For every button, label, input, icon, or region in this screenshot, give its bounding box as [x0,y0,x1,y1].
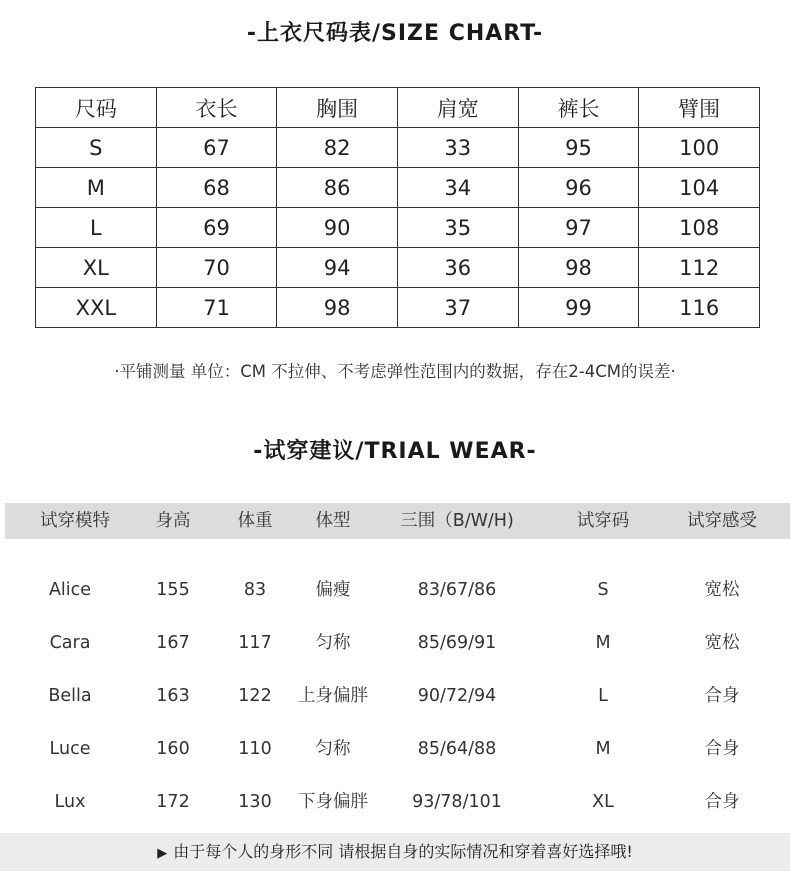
table-cell: 34 [397,168,518,208]
table-cell: 匀称 [315,633,351,653]
table-cell: 98 [277,288,398,328]
table-cell: XXL [36,288,157,328]
header-model: 试穿模特 [40,511,110,531]
table-cell: 112 [639,248,760,288]
table-cell: 69 [156,208,277,248]
table-cell: XL [36,248,157,288]
header-chest: 胸围 [277,88,398,128]
table-cell: 100 [639,128,760,168]
header-height: 身高 [155,511,191,531]
table-cell: 下身偏胖 [298,792,368,812]
model-name: Luce [49,739,91,759]
table-row [36,248,760,288]
table-cell: 36 [397,248,518,288]
table-cell: 71 [156,288,277,328]
table-cell: 130 [238,792,272,812]
header-trial-size: 试穿码 [576,511,630,531]
table-row [0,572,790,608]
table-cell: 宽松 [704,633,740,653]
table-cell: 160 [156,739,190,759]
header-measurements: 三围（B/W/H) [400,511,514,531]
footer-tip [0,833,790,871]
table-cell: 104 [639,168,760,208]
model-name: Cara [49,633,91,653]
table-cell: 90 [277,208,398,248]
header-shoulder: 肩宽 [397,88,518,128]
header-length: 衣长 [156,88,277,128]
table-cell: 合身 [704,686,740,706]
table-cell: 宽松 [704,580,740,600]
trial-wear-header-row [5,503,790,539]
header-weight: 体重 [237,511,273,531]
table-cell: 67 [156,128,277,168]
table-cell: 172 [156,792,190,812]
table-cell: 匀称 [315,739,351,759]
table-cell: 偏瘦 [315,580,351,600]
table-cell: 82 [277,128,398,168]
table-cell: XL [592,792,614,812]
size-chart-table [35,87,760,328]
header-body-type: 体型 [315,511,351,531]
model-name: Bella [48,686,92,706]
table-row [36,208,760,248]
header-size: 尺码 [36,88,157,128]
table-cell: 上身偏胖 [298,686,368,706]
table-cell: M [36,168,157,208]
table-cell: 83 [243,580,267,600]
table-cell: M [595,633,611,653]
table-cell: 90/72/94 [417,686,497,706]
footer-text: 由于每个人的身形不同 请根据自身的实际情况和穿着喜好选择哦! [173,842,633,861]
table-cell: 155 [156,580,190,600]
table-cell: 122 [238,686,272,706]
table-cell: 83/67/86 [417,580,497,600]
table-cell: 98 [518,248,639,288]
table-cell: 93/78/101 [412,792,502,812]
table-row [36,288,760,328]
table-row [0,625,790,661]
table-row [36,128,760,168]
table-cell: S [597,580,609,600]
table-cell: 合身 [704,792,740,812]
measurement-note: ·平铺测量 单位：CM 不拉伸、不考虑弹性范围内的数据，存在2-4CM的误差· [114,362,676,381]
table-cell: 33 [397,128,518,168]
table-row [0,678,790,714]
model-name: Alice [48,580,92,600]
header-arm: 臂围 [639,88,760,128]
table-row [36,168,760,208]
table-cell: L [36,208,157,248]
play-triangle-icon: ▶ [157,846,168,861]
trial-wear-title: -试穿建议/TRIAL WEAR- [253,439,537,464]
size-chart-title: -上衣尺码表/SIZE CHART- [246,21,544,46]
table-cell: 96 [518,168,639,208]
table-cell: 97 [518,208,639,248]
table-cell: 117 [238,633,272,653]
table-cell: M [595,739,611,759]
table-cell: 167 [156,633,190,653]
model-name: Lux [54,792,86,812]
table-cell: 86 [277,168,398,208]
table-cell: S [36,128,157,168]
table-cell: 70 [156,248,277,288]
table-cell: 35 [397,208,518,248]
table-cell: 合身 [704,739,740,759]
table-cell: 163 [156,686,190,706]
size-chart-header-row [36,88,760,128]
table-cell: L [598,686,608,706]
table-cell: 95 [518,128,639,168]
header-fit-feeling: 试穿感受 [687,511,757,531]
table-row [0,731,790,767]
table-cell: 99 [518,288,639,328]
table-cell: 94 [277,248,398,288]
header-pants-length: 裤长 [518,88,639,128]
table-cell: 85/69/91 [417,633,497,653]
table-cell: 110 [238,739,272,759]
table-cell: 108 [639,208,760,248]
table-cell: 85/64/88 [417,739,497,759]
table-row [0,784,790,820]
table-cell: 116 [639,288,760,328]
table-cell: 68 [156,168,277,208]
table-cell: 37 [397,288,518,328]
